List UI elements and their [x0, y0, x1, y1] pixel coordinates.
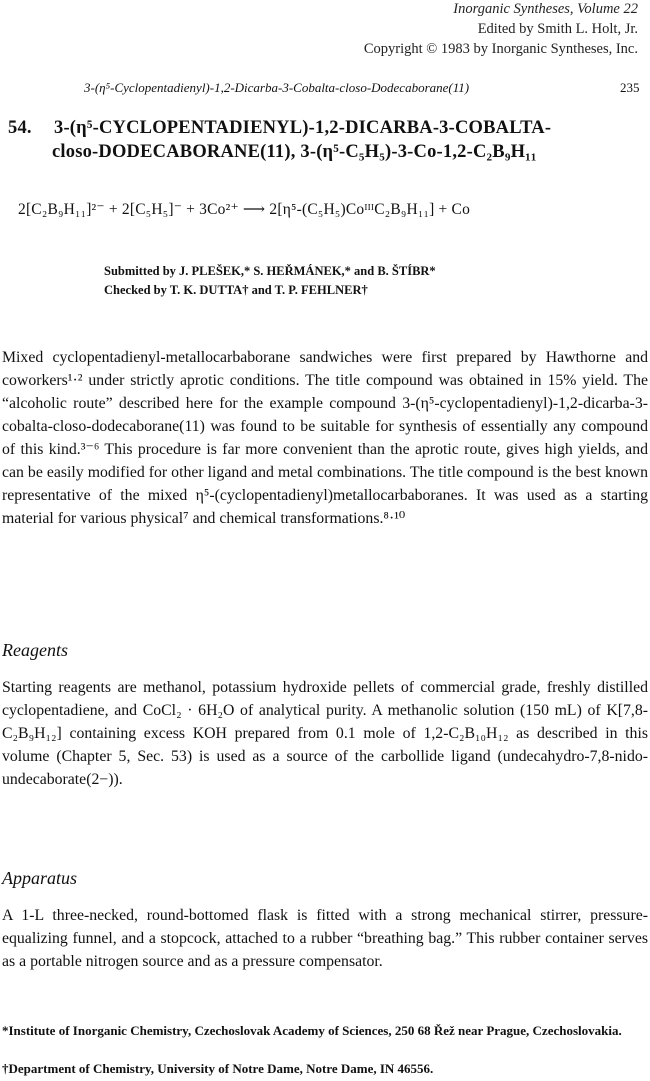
footnote-affiliation-1: *Institute of Inorganic Chemistry, Czechoslovak Academy of Sciences, 250 68 Řež near Prague, Czechoslovakia. [2, 1023, 622, 1038]
title-line-2: closo-DODECABORANE(11), 3-(η⁵-C₅H₅)-3-Co-1,2-C₂B₉H₁₁ [52, 142, 537, 162]
journal-name: Inorganic Syntheses, Volume 22 [453, 1, 638, 17]
submitted-by: Submitted by J. PLEŠEK,* S. HEŘMÁNEK,* and B. ŠTÍBR* [104, 264, 436, 278]
copyright-line: Copyright © 1983 by Inorganic Syntheses, Inc. [363, 41, 638, 57]
intro-paragraph: Mixed cyclopentadienyl-metallocarbaborane sandwiches were first prepared by Hawthorne and coworkers¹·² under strictly aprotic conditions. The title compound was obtained in 15% yield. The “alcoholic route” described here for the example compound 3-(η⁵-cyclopentadienyl)-1,2-dicarba-3-cobalta-closo-dodecaborane(11) was found to be suitable for synthesis of essentially any compound of this kind.³⁻⁶ This procedure is far more convenient than the aprotic route, gives high yields, and can be easily modified for other ligand and metal combinations. The title compound is the best known representative of the mixed η⁵-(cyclopentadienyl)metallocarbaboranes. It was used as a starting material for various physical⁷ and chemical transformations.⁸·¹⁰ [2, 349, 648, 527]
reaction-equation: 2[C₂B₉H₁₁]²⁻ + 2[C₅H₅]⁻ + 3Co²⁺ ⟶ 2[η⁵-(C₅H₅)CoᴵᴵᴵC₂B₉H₁₁] + Co [18, 201, 471, 218]
article-number: 54. [8, 118, 32, 138]
running-title: 3-(η⁵-Cyclopentadienyl)-1,2-Dicarba-3-Cobalta-closo-Dodecaborane(11) [84, 80, 470, 95]
editor-line: Edited by Smith L. Holt, Jr. [477, 21, 638, 37]
title-line-1: 3-(η⁵-CYCLOPENTADIENYL)-1,2-DICARBA-3-COBALTA- [54, 118, 552, 138]
checked-by: Checked by T. K. DUTTA† and T. P. FEHLNER† [104, 283, 368, 297]
author-block [104, 262, 436, 300]
page-number: 235 [620, 80, 640, 95]
apparatus-paragraph: A 1-L three-necked, round-bottomed flask is fitted with a strong mechanical stirrer, pressure-equalizing funnel, and a stopcock, attached to a rubber “breathing bag.” This rubber container serves as a portable nitrogen source and as a pressure compensator. [2, 907, 648, 970]
apparatus-heading: Apparatus [2, 868, 78, 888]
reagents-heading: Reagents [2, 640, 68, 660]
article-title [8, 116, 648, 164]
reagents-paragraph: Starting reagents are methanol, potassium hydroxide pellets of commercial grade, freshly distilled cyclopentadiene, and CoCl₂ · 6H₂O of analytical purity. A methanolic solution (150 mL) of K[7,8-C₂B₉H₁₂] containing excess KOH prepared from 0.1 mole of 1,2-C₂B₁₀H₁₂ as described in this volume (Chapter 5, Sec. 53) is used as a source of the carbollide ligand (undecahydro-7,8-nido-undecaborate(2−)). [2, 679, 648, 788]
footnote-affiliation-2: †Department of Chemistry, University of Notre Dame, Notre Dame, IN 46556. [2, 1061, 434, 1076]
